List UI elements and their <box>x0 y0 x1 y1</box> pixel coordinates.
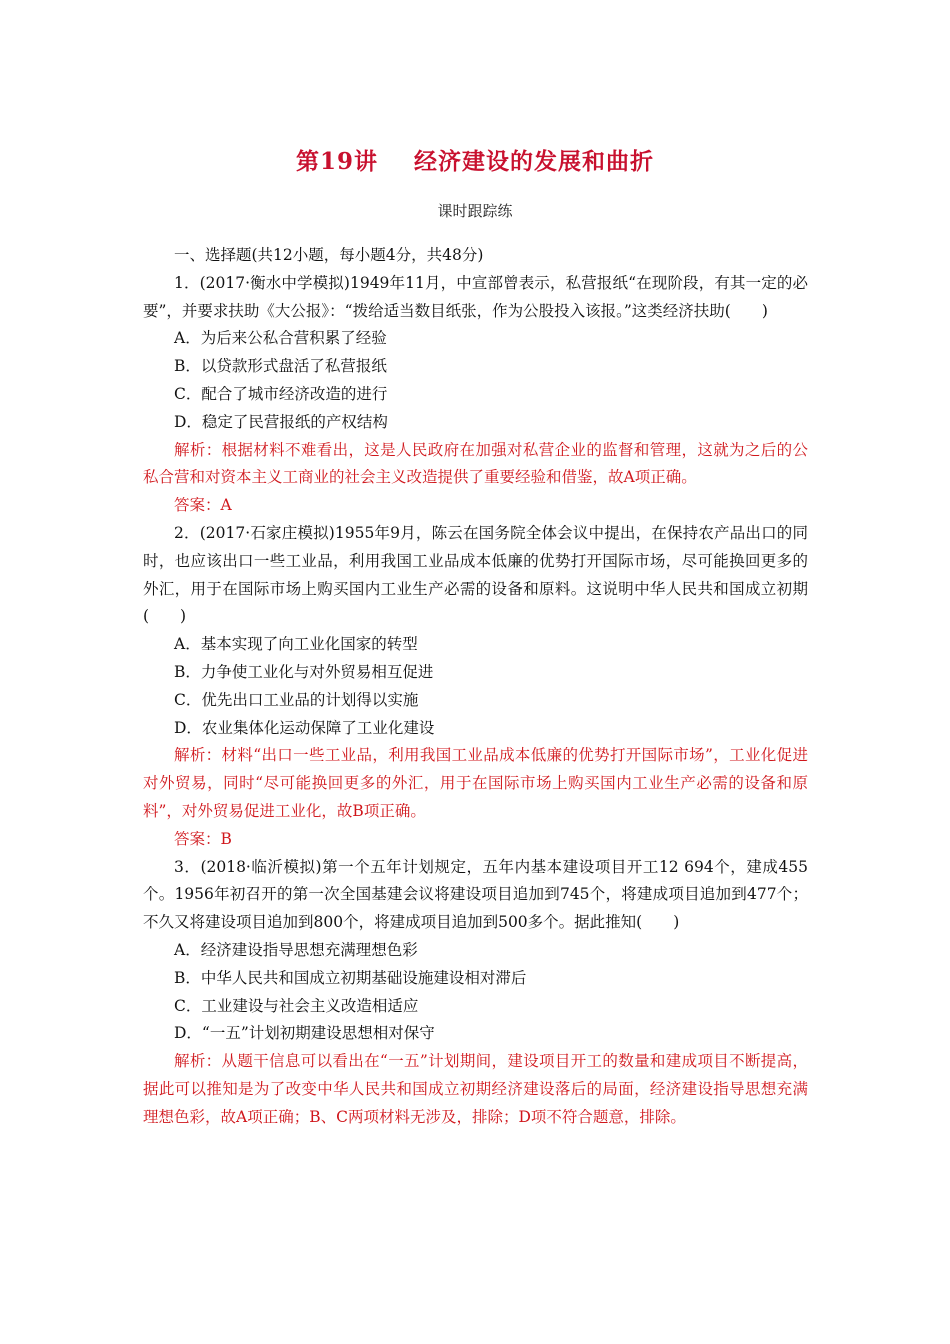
option-a: A．经济建设指导思想充满理想色彩 <box>174 940 418 959</box>
option-b: B．中华人民共和国成立初期基础设施建设相对滞后 <box>174 968 527 987</box>
option-a: A．为后来公私合营积累了经验 <box>174 329 387 348</box>
page-subtitle: 课时跟踪练 <box>437 202 513 220</box>
question-2 <box>143 520 808 854</box>
question-1 <box>143 270 808 520</box>
question-3 <box>143 854 808 1132</box>
option-a: A．基本实现了向工业化国家的转型 <box>174 635 418 654</box>
page-title <box>0 143 950 176</box>
question-analysis: 解析：从题干信息可以看出在“一五”计划期间，建设项目开工的数量和建成项目不断提高，据此可以推知是为了改变中华人民共和国成立初期经济建设落后的局面，经济建设指导思想充满理想色彩，故A项正确；B、C两项材料无涉及，排除；D项不符合题意，排除。 <box>143 1052 808 1126</box>
option-c: C．配合了城市经济改造的进行 <box>174 384 388 403</box>
question-answer: 答案：B <box>174 829 232 848</box>
option-d: D．“一五”计划初期建设思想相对保守 <box>174 1024 435 1043</box>
option-d: D．稳定了民营报纸的产权结构 <box>174 412 388 431</box>
question-stem: 2．(2017·石家庄模拟)1955年9月，陈云在国务院全体会议中提出，在保持农产品出口的同时，也应该出口一些工业品，利用我国工业品成本低廉的优势打开国际市场，尽可能换回更多的外汇，用于在国际市场上购买国内工业生产必需的设备和原料。这说明中华人民共和国成立初期( ) <box>143 523 808 626</box>
option-c: C．优先出口工业品的计划得以实施 <box>174 690 419 709</box>
question-analysis: 解析：根据材料不难看出，这是人民政府在加强对私营企业的监督和管理，这就为之后的公私合营和对资本主义工商业的社会主义改造提供了重要经验和借鉴，故A项正确。 <box>143 440 808 487</box>
question-answer: 答案：A <box>174 496 232 515</box>
question-analysis: 解析：材料“出口一些工业品，利用我国工业品成本低廉的优势打开国际市场”，工业化促进对外贸易，同时“尽可能换回更多的外汇，用于在国际市场上购买国内工业生产必需的设备和原料”，对外贸易促进工业化，故B项正确。 <box>143 746 808 820</box>
option-b: B．以贷款形式盘活了私营报纸 <box>174 357 387 376</box>
exercise-content <box>143 242 808 1132</box>
section-heading: 一、选择题(共12小题，每小题4分，共48分) <box>174 246 484 264</box>
question-stem: 1．(2017·衡水中学模拟)1949年11月，中宣部曾表示，私营报纸“在现阶段，有其一定的必要”，并要求扶助《大公报》：“拨给适当数目纸张，作为公股投入该报。”这类经济扶助( ) <box>143 273 808 320</box>
option-d: D．农业集体化运动保障了工业化建设 <box>174 718 435 737</box>
question-stem: 3．(2018·临沂模拟)第一个五年计划规定，五年内基本建设项目开工12 694个，建成455个。1956年初召开的第一次全国基建会议将建设项目追加到745个，将建成项目追加到477个；不久又将建设项目追加到800个，将建成项目追加到500多个。据此推知( ) <box>143 857 808 932</box>
option-c: C．工业建设与社会主义改造相适应 <box>174 996 419 1015</box>
lecture-title: 经济建设的发展和曲折 <box>414 148 654 175</box>
option-b: B．力争使工业化与对外贸易相互促进 <box>174 662 434 681</box>
lecture-number: 第19讲 <box>295 148 378 175</box>
